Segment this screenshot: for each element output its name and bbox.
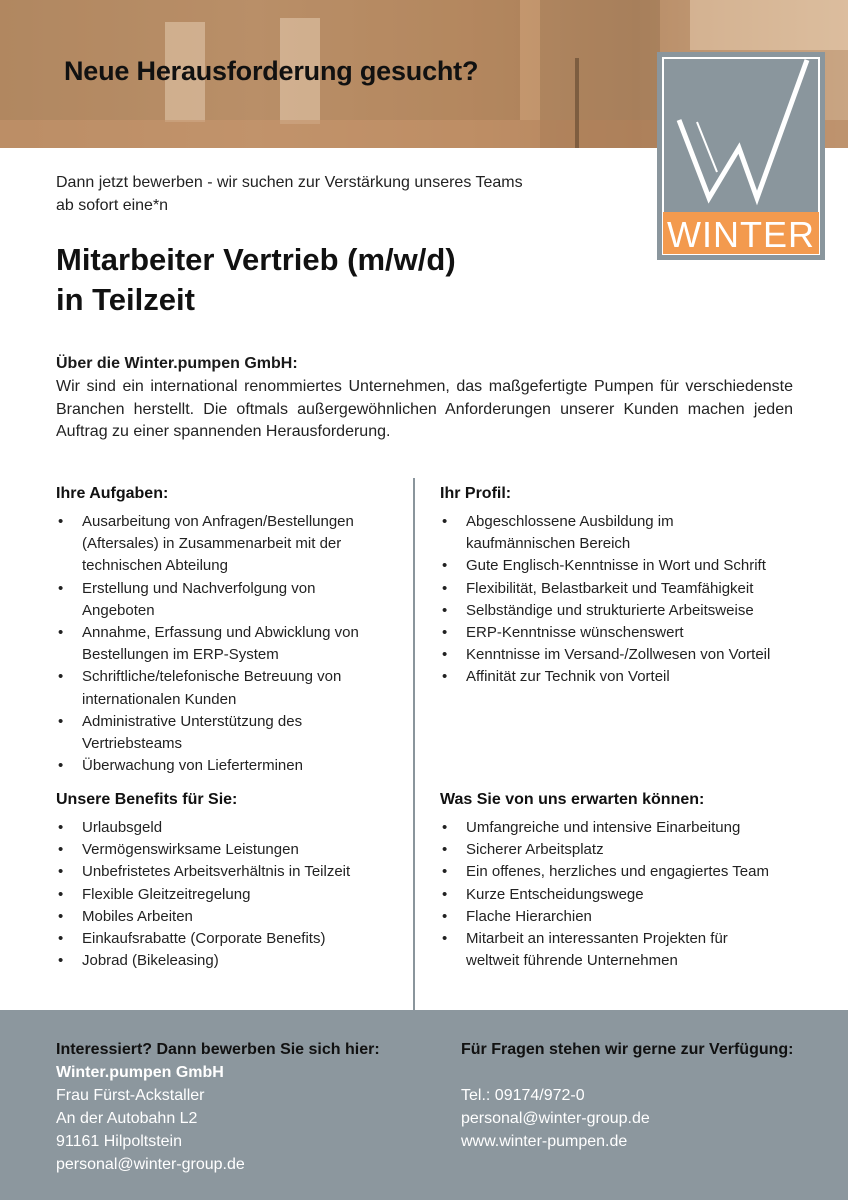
list-item: • Ausarbeitung von Anfragen/Bestellungen (Aftersales) in Zusammenarbeit mit der technischen Abteilung xyxy=(56,511,386,578)
list-item: • Sicherer Arbeitsplatz xyxy=(440,839,780,861)
list-item: • Kenntnisse im Versand-/Zollwesen von Vorteil xyxy=(440,644,780,666)
erwarten-list xyxy=(440,817,780,972)
section-erwarten xyxy=(440,789,780,972)
job-title xyxy=(56,240,456,320)
page-headline: Neue Herausforderung gesucht? xyxy=(64,56,479,86)
questions-email-link[interactable]: personal@winter-group.de xyxy=(461,1110,650,1127)
city-address: 91161 Hilpoltstein xyxy=(56,1133,183,1150)
list-item: • Mitarbeit an interessanten Projekten für weltweit führende Unternehmen xyxy=(440,928,780,972)
list-item: • Urlaubsgeld xyxy=(56,817,396,839)
list-item: • Schriftliche/telefonische Betreuung von internationalen Kunden xyxy=(56,666,386,710)
list-item: • Gute Englisch-Kenntnisse in Wort und Schrift xyxy=(440,555,780,577)
column-divider xyxy=(413,478,415,1012)
list-item: • Vermögenswirksame Leistungen xyxy=(56,839,396,861)
list-item: • Flexible Gleitzeitregelung xyxy=(56,884,396,906)
section-heading: Was Sie von uns erwarten können: xyxy=(440,791,705,808)
list-item: • Mobiles Arbeiten xyxy=(56,906,396,928)
list-item: • Überwachung von Lieferterminen xyxy=(56,755,386,777)
company-name: Winter.pumpen GmbH xyxy=(56,1064,224,1081)
section-heading: Ihr Profil: xyxy=(440,485,512,502)
list-item: • ERP-Kenntnisse wünschenswert xyxy=(440,622,780,644)
contact-footer xyxy=(0,1010,848,1200)
banner-lamp-post xyxy=(575,58,579,148)
list-item: • Kurze Entscheidungswege xyxy=(440,884,780,906)
aufgaben-list xyxy=(56,511,386,777)
contact-person: Frau Fürst-Ackstaller xyxy=(56,1087,205,1104)
website-link[interactable]: www.winter-pumpen.de xyxy=(461,1133,628,1150)
intro-text xyxy=(56,171,523,217)
list-item: • Flexibilität, Belastbarkeit und Teamfähigkeit xyxy=(440,578,780,600)
phone-number[interactable]: Tel.: 09174/972-0 xyxy=(461,1087,585,1104)
about-text: Wir sind ein international renommiertes Unternehmen, das maßgefertigte Pumpen für verschiedenste Branchen herstellt. Die oftmals außergewöhnlichen Anforderungen unserer Kunden machen jeden Auftrag zu einer spannenden Herausforderung. xyxy=(56,378,793,440)
section-heading: Ihre Aufgaben: xyxy=(56,485,169,502)
questions-contact xyxy=(461,1038,793,1153)
list-item: • Umfangreiche und intensive Einarbeitung xyxy=(440,817,780,839)
section-aufgaben xyxy=(56,483,386,777)
benefits-list xyxy=(56,817,396,972)
intro-line: Dann jetzt bewerben - wir suchen zur Verstärkung unseres Teams xyxy=(56,174,523,191)
winter-logo xyxy=(657,52,825,260)
list-item: • Einkaufsrabatte (Corporate Benefits) xyxy=(56,928,396,950)
job-title-line: Mitarbeiter Vertrieb (m/w/d) xyxy=(56,242,456,277)
list-item: • Selbständige und strukturierte Arbeitsweise xyxy=(440,600,780,622)
profil-list xyxy=(440,511,780,689)
list-item: • Abgeschlossene Ausbildung im kaufmännischen Bereich xyxy=(440,511,780,555)
list-item: • Affinität zur Technik von Vorteil xyxy=(440,666,780,688)
winter-logo-icon xyxy=(657,52,825,260)
list-item: • Jobrad (Bikeleasing) xyxy=(56,950,396,972)
footer-heading: Interessiert? Dann bewerben Sie sich hier: xyxy=(56,1041,380,1058)
list-item: • Administrative Unterstützung des Vertriebsteams xyxy=(56,711,386,755)
intro-line: ab sofort eine*n xyxy=(56,197,169,214)
application-contact xyxy=(56,1038,380,1176)
job-title-line: in Teilzeit xyxy=(56,282,195,317)
list-item: • Unbefristetes Arbeitsverhältnis in Teilzeit xyxy=(56,861,396,883)
list-item: • Ein offenes, herzliches und engagiertes Team xyxy=(440,861,780,883)
section-benefits xyxy=(56,789,396,972)
spacer xyxy=(461,1061,793,1084)
application-email-link[interactable]: personal@winter-group.de xyxy=(56,1156,245,1173)
list-item: • Erstellung und Nachverfolgung von Angeboten xyxy=(56,578,386,622)
section-profil xyxy=(440,483,780,689)
section-heading: Unsere Benefits für Sie: xyxy=(56,791,238,808)
street-address: An der Autobahn L2 xyxy=(56,1110,198,1127)
list-item: • Flache Hierarchien xyxy=(440,906,780,928)
banner-building-shape xyxy=(690,0,848,50)
about-heading: Über die Winter.pumpen GmbH: xyxy=(56,355,298,372)
footer-heading: Für Fragen stehen wir gerne zur Verfügung: xyxy=(461,1041,794,1058)
logo-wordmark: WINTER xyxy=(667,214,815,255)
list-item: • Annahme, Erfassung und Abwicklung von Bestellungen im ERP-System xyxy=(56,622,386,666)
